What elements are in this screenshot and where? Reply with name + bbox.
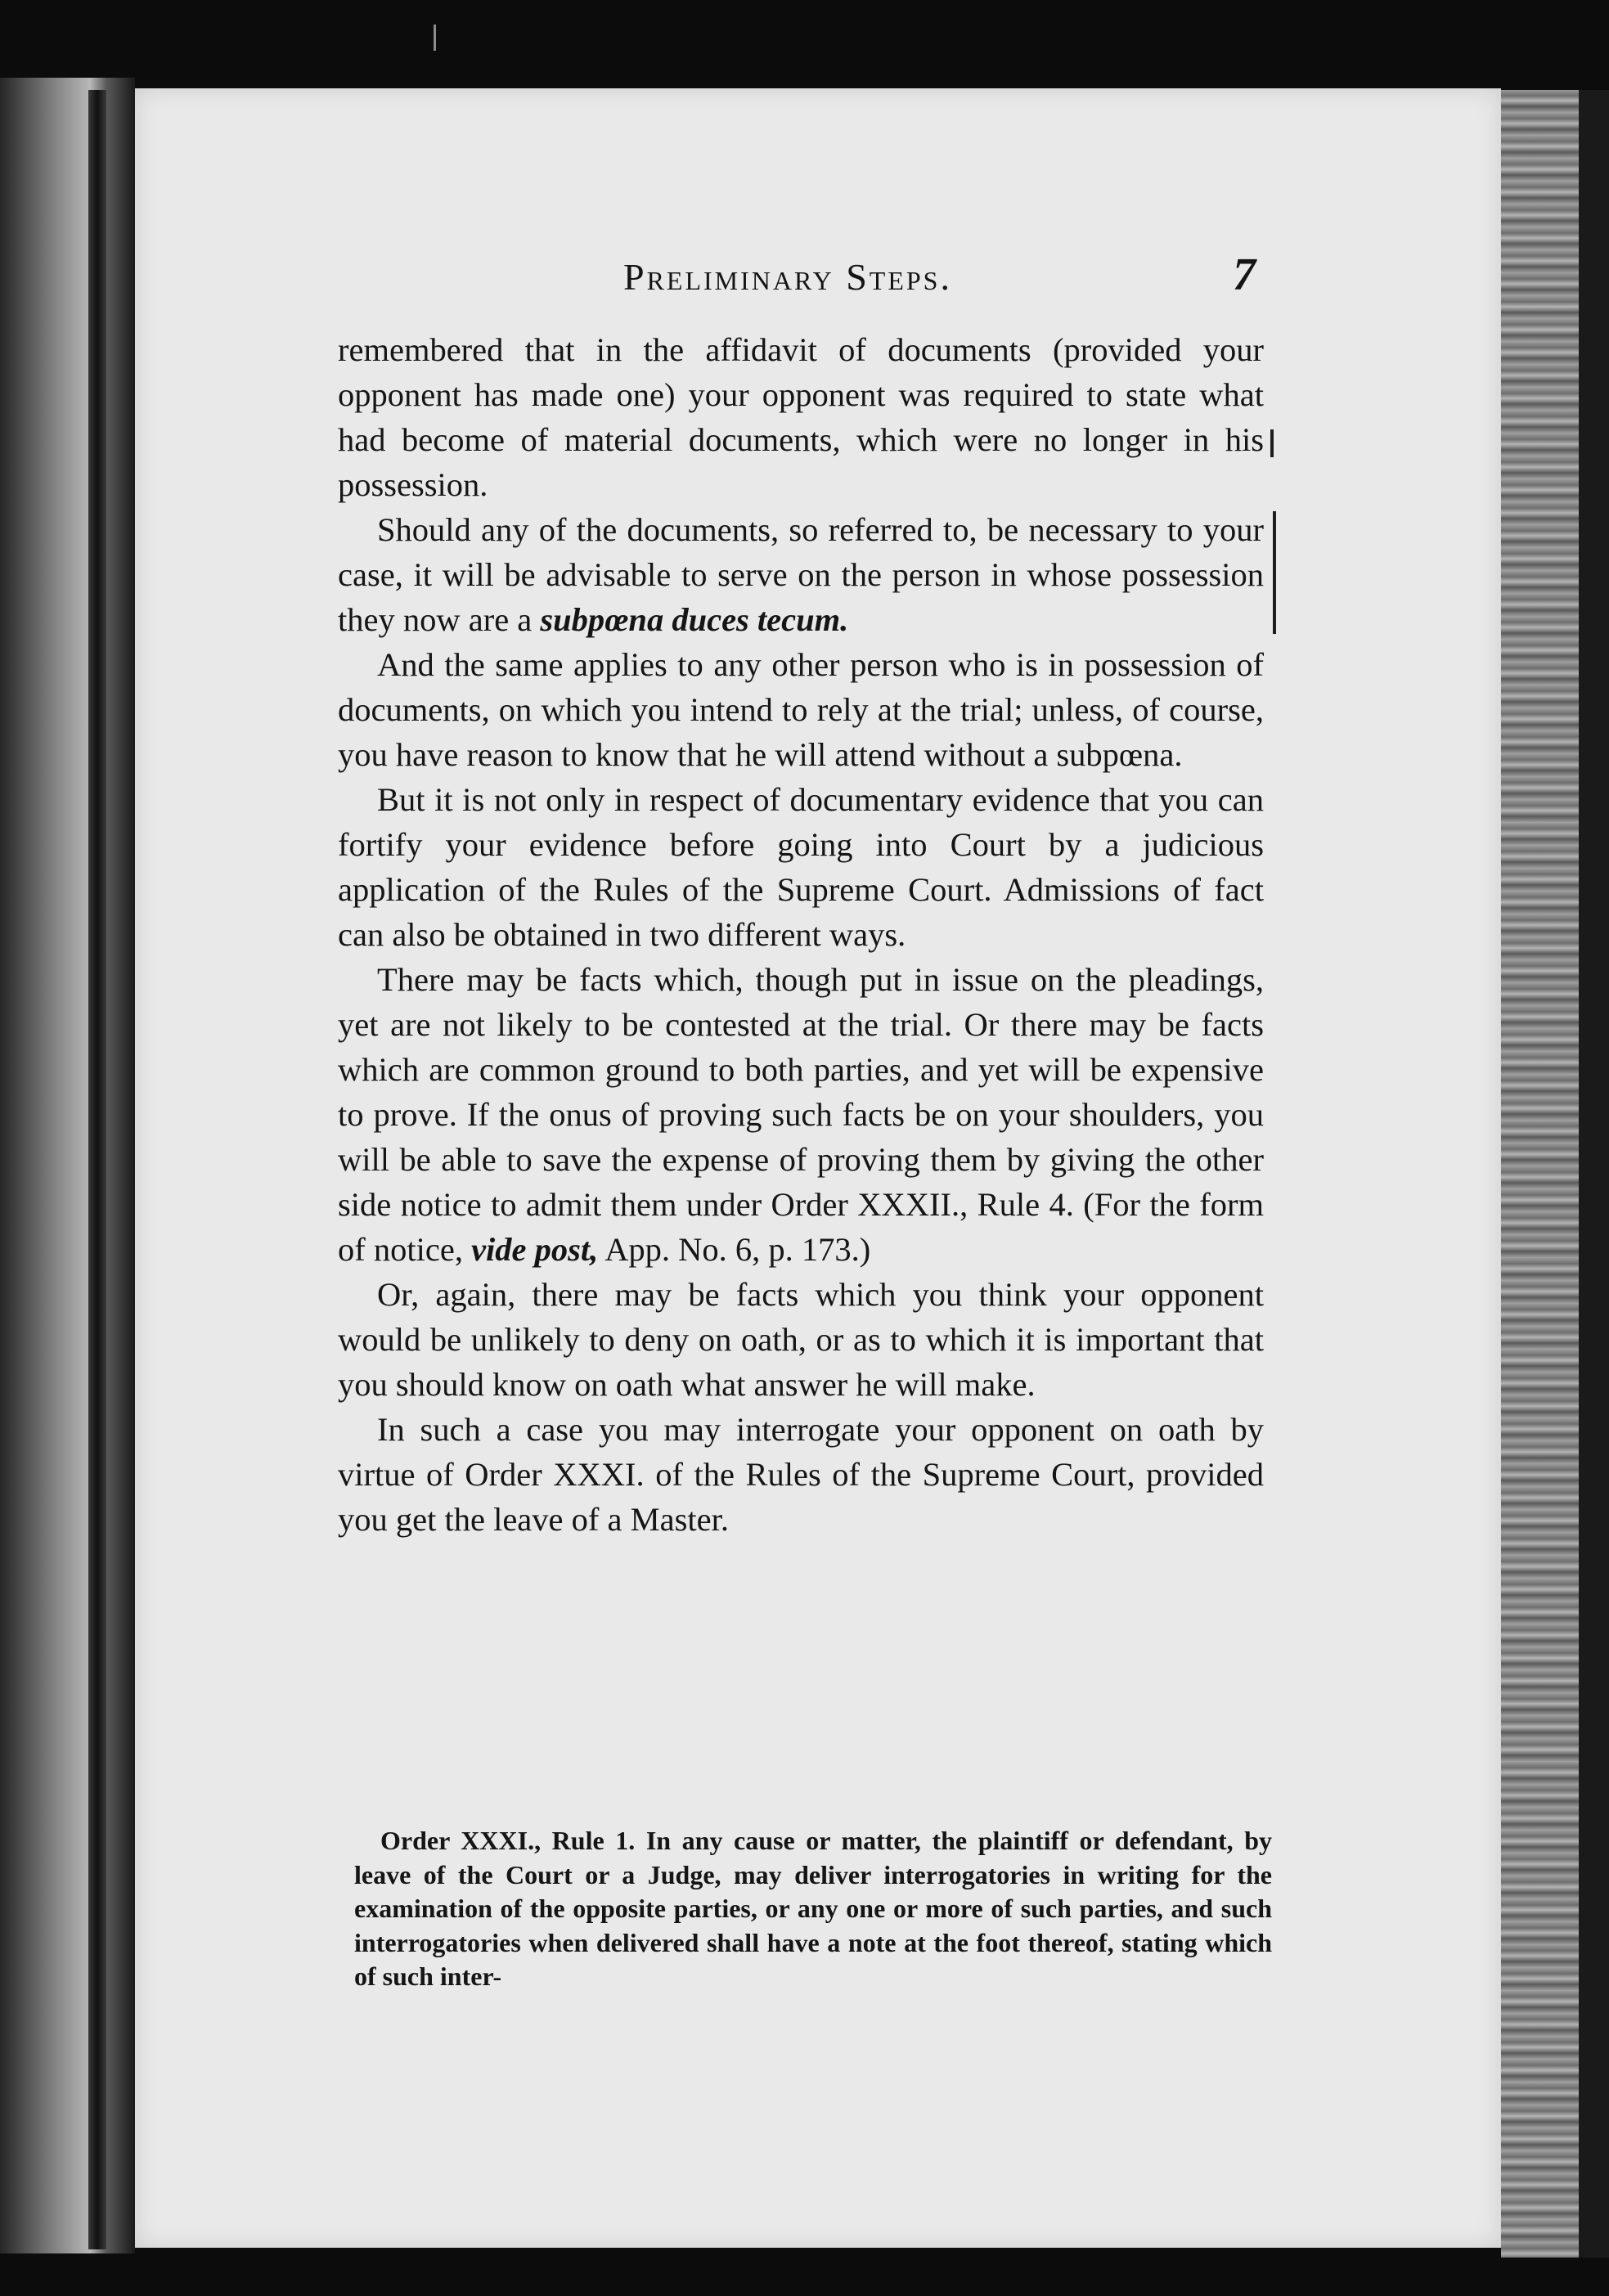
- paragraph-3: And the same applies to any other person who is in possession of documents, on which you intend to rely at the trial; unless, of course, you have reason to know that he will attend without a subpœna.: [338, 646, 1264, 773]
- running-title: Preliminary Steps.: [623, 256, 952, 298]
- paragraph-5: [338, 957, 1264, 1272]
- scan-artifact-mark: [434, 25, 436, 51]
- margin-bracket-line: [1273, 511, 1276, 634]
- paragraph-5-text: There may be facts which, though put in issue on the pleadings, yet are not likely to be contested at the trial. Or there may be facts which are common ground to both parties, and yet will be expensive to prove. If the onus of proving such facts be on your shoulders, you will be able to save the expense of proving them by giving the other side notice to admit them under Order XXXII., Rule 4. (For the form of notice,: [338, 961, 1264, 1268]
- paragraph-1: remembered that in the affidavit of documents (provided your opponent has made one) your opponent was required to state what had become of material documents, which were no longer in his possession.: [338, 331, 1264, 503]
- scan-background-edge: [1579, 90, 1609, 2258]
- paragraph-6: Or, again, there may be facts which you think your opponent would be unlikely to deny on oath, or as to which it is important that you should know on oath what answer he will make.: [338, 1276, 1264, 1403]
- margin-bracket-mark: [1270, 429, 1274, 457]
- paragraph-2: [338, 507, 1264, 642]
- paragraph-5-reference: App. No. 6, p. 173.): [604, 1231, 871, 1268]
- page-number: 7: [1233, 249, 1256, 300]
- body-text: [338, 327, 1264, 1542]
- paragraph-4: But it is not only in respect of documentary evidence that you can fortify your evidence before going into Court by a judicious application of the Rules of the Supreme Court. Admissions of fact can also be obtained in two different ways.: [338, 781, 1264, 953]
- paragraph-7: In such a case you may interrogate your opponent on oath by virtue of Order XXXI. of the Rules of the Supreme Court, provided you get the leave of a Master.: [338, 1411, 1264, 1538]
- latin-term-subpoena-duces-tecum: subpœna duces tecum.: [540, 601, 849, 638]
- paragraph-2-text: Should any of the documents, so referred to, be necessary to your case, it will be advisable to serve on the person in whose possession they now are a: [338, 511, 1264, 638]
- right-page-edges: [1501, 90, 1579, 2258]
- left-page-edge: [0, 78, 135, 2253]
- footnote: [354, 1824, 1272, 1994]
- latin-term-vide-post: vide post,: [471, 1231, 599, 1268]
- footnote-text: Order XXXI., Rule 1. In any cause or matter, the plaintiff or defendant, by leave of the Court or a Judge, may deliver interrogatories in writing for the examination of the opposite parties, or any one or more of such parties, and such interrogatories when delivered shall have a note at the foot thereof, stating which of such inter-: [354, 1826, 1272, 1991]
- running-head: [623, 249, 1278, 304]
- book-gutter-shadow: [88, 90, 106, 2249]
